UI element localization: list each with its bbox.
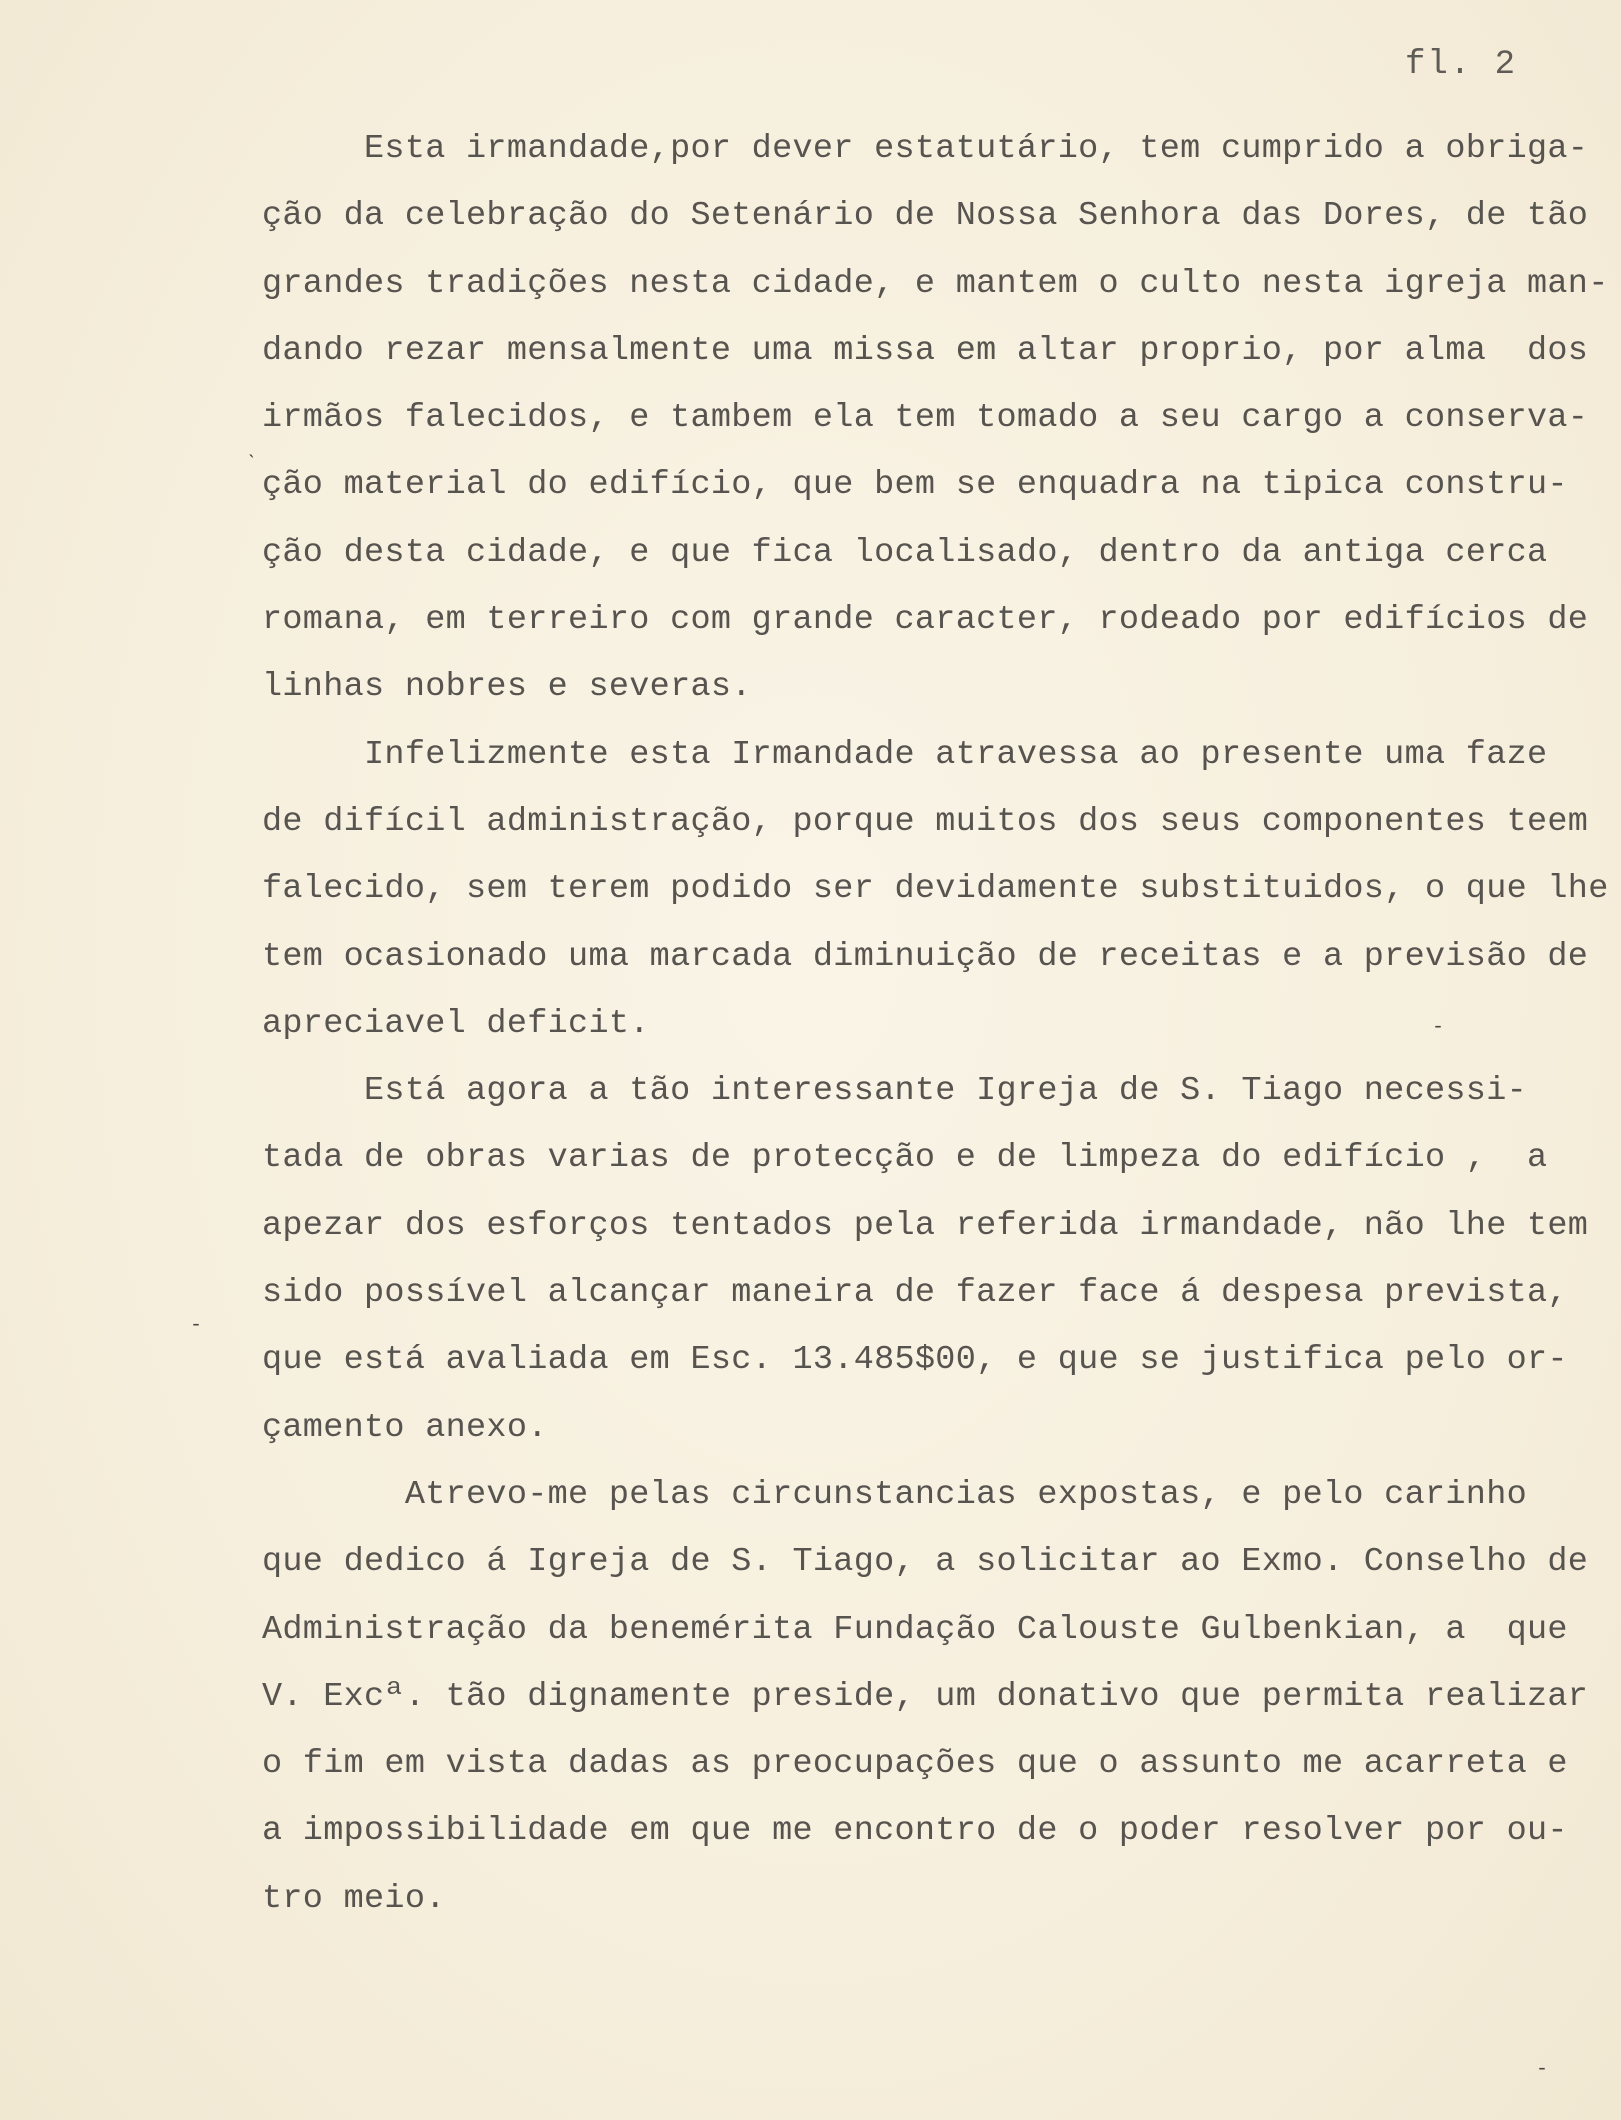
text-line: tem ocasionado uma marcada diminuição de receitas e a previsão de: [262, 937, 1589, 976]
text-line: sido possível alcançar maneira de fazer face á despesa prevista,: [262, 1274, 1568, 1313]
stray-mark: -: [1536, 2058, 1549, 2081]
text-line: dando rezar mensalmente uma missa em altar proprio, por alma dos: [262, 331, 1589, 370]
text-line: falecido, sem terem podido ser devidamente substituidos, o que lhe: [262, 870, 1609, 909]
text-line: çamento anexo.: [262, 1408, 548, 1447]
text-line: grandes tradições nesta cidade, e mantem o culto nesta igreja man-: [262, 264, 1609, 303]
text-line: ção material do edifício, que bem se enquadra na tipica constru-: [262, 466, 1568, 505]
text-line: linhas nobres e severas.: [262, 668, 752, 707]
text-line: que está avaliada em Esc. 13.485$00, e que se justifica pelo or-: [262, 1341, 1568, 1380]
text-line: V. Excª. tão dignamente preside, um donativo que permita realizar: [262, 1677, 1589, 1716]
letter-body: [262, 116, 1609, 1933]
text-line: Administração da benemérita Fundação Calouste Gulbenkian, a que: [262, 1610, 1568, 1649]
text-line: de difícil administração, porque muitos dos seus componentes teem: [262, 802, 1589, 841]
text-line: o fim em vista dadas as preocupações que o assunto me acarreta e: [262, 1745, 1568, 1784]
text-line: apreciavel deficit.: [262, 1004, 650, 1043]
text-line: tro meio.: [262, 1879, 446, 1918]
stray-mark: -: [190, 1314, 203, 1337]
folio-number: fl. 2: [1405, 46, 1518, 84]
text-line: ção desta cidade, e que fica localisado, dentro da antiga cerca: [262, 533, 1548, 572]
stray-mark: -: [1432, 1016, 1445, 1039]
text-line: a impossibilidade em que me encontro de o poder resolver por ou-: [262, 1812, 1568, 1851]
stray-mark: ˴: [248, 444, 261, 467]
text-line: Esta irmandade,por dever estatutário, tem cumprido a obriga-: [262, 130, 1589, 168]
text-line: apezar dos esforços tentados pela referida irmandade, não lhe tem: [262, 1206, 1589, 1245]
text-line: Infelizmente esta Irmandade atravessa ao presente uma faze: [262, 735, 1548, 774]
text-line: ção da celebração do Setenário de Nossa Senhora das Dores, de tão: [262, 197, 1589, 236]
text-line: que dedico á Igreja de S. Tiago, a solicitar ao Exmo. Conselho de: [262, 1543, 1589, 1582]
text-line: Está agora a tão interessante Igreja de S. Tiago necessi-: [262, 1072, 1528, 1111]
text-line: irmãos falecidos, e tambem ela tem tomado a seu cargo a conserva-: [262, 399, 1589, 438]
text-line: Atrevo-me pelas circunstancias expostas, e pelo carinho: [262, 1475, 1528, 1514]
text-line: tada de obras varias de protecção e de limpeza do edifício , a: [262, 1139, 1548, 1178]
text-line: romana, em terreiro com grande caracter, rodeado por edifícios de: [262, 601, 1589, 640]
